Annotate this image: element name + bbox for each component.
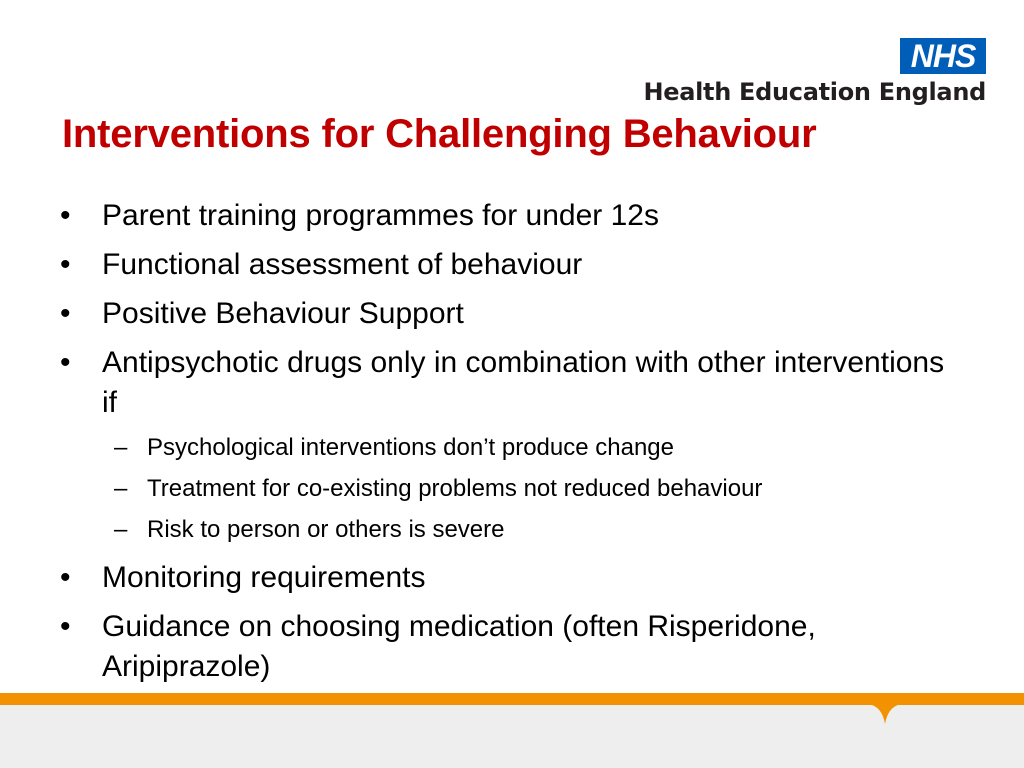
nhs-hee-logo bbox=[636, 38, 986, 110]
sub-bullet-item: – Psychological interventions don’t produce change bbox=[102, 427, 956, 468]
organisation-name: Health Education England bbox=[643, 78, 986, 106]
bullet-item: • Positive Behaviour Support bbox=[56, 294, 956, 334]
bullet-item-with-subitems bbox=[56, 343, 956, 550]
bullet-item: • Functional assessment of behaviour bbox=[56, 245, 956, 285]
sub-bullet-list bbox=[102, 427, 956, 550]
bullet-item: • Monitoring requirements bbox=[56, 558, 956, 598]
nhs-logo-box bbox=[900, 38, 986, 74]
slide-title: Interventions for Challenging Behaviour bbox=[62, 112, 817, 156]
sub-bullet-item: – Treatment for co-existing problems not reduced behaviour bbox=[102, 468, 956, 509]
bullet-item: • Guidance on choosing medication (often Risperidone, Aripiprazole) bbox=[56, 607, 956, 687]
bullet-item: • Parent training programmes for under 12s bbox=[56, 196, 956, 236]
bullet-list bbox=[56, 196, 956, 696]
footer-notch-shape bbox=[868, 704, 902, 724]
sub-bullet-item: – Risk to person or others is severe bbox=[102, 509, 956, 550]
bullet-item-text: Antipsychotic drugs only in combination with other interventions if bbox=[102, 346, 945, 419]
nhs-logo-text: NHS bbox=[910, 38, 976, 74]
